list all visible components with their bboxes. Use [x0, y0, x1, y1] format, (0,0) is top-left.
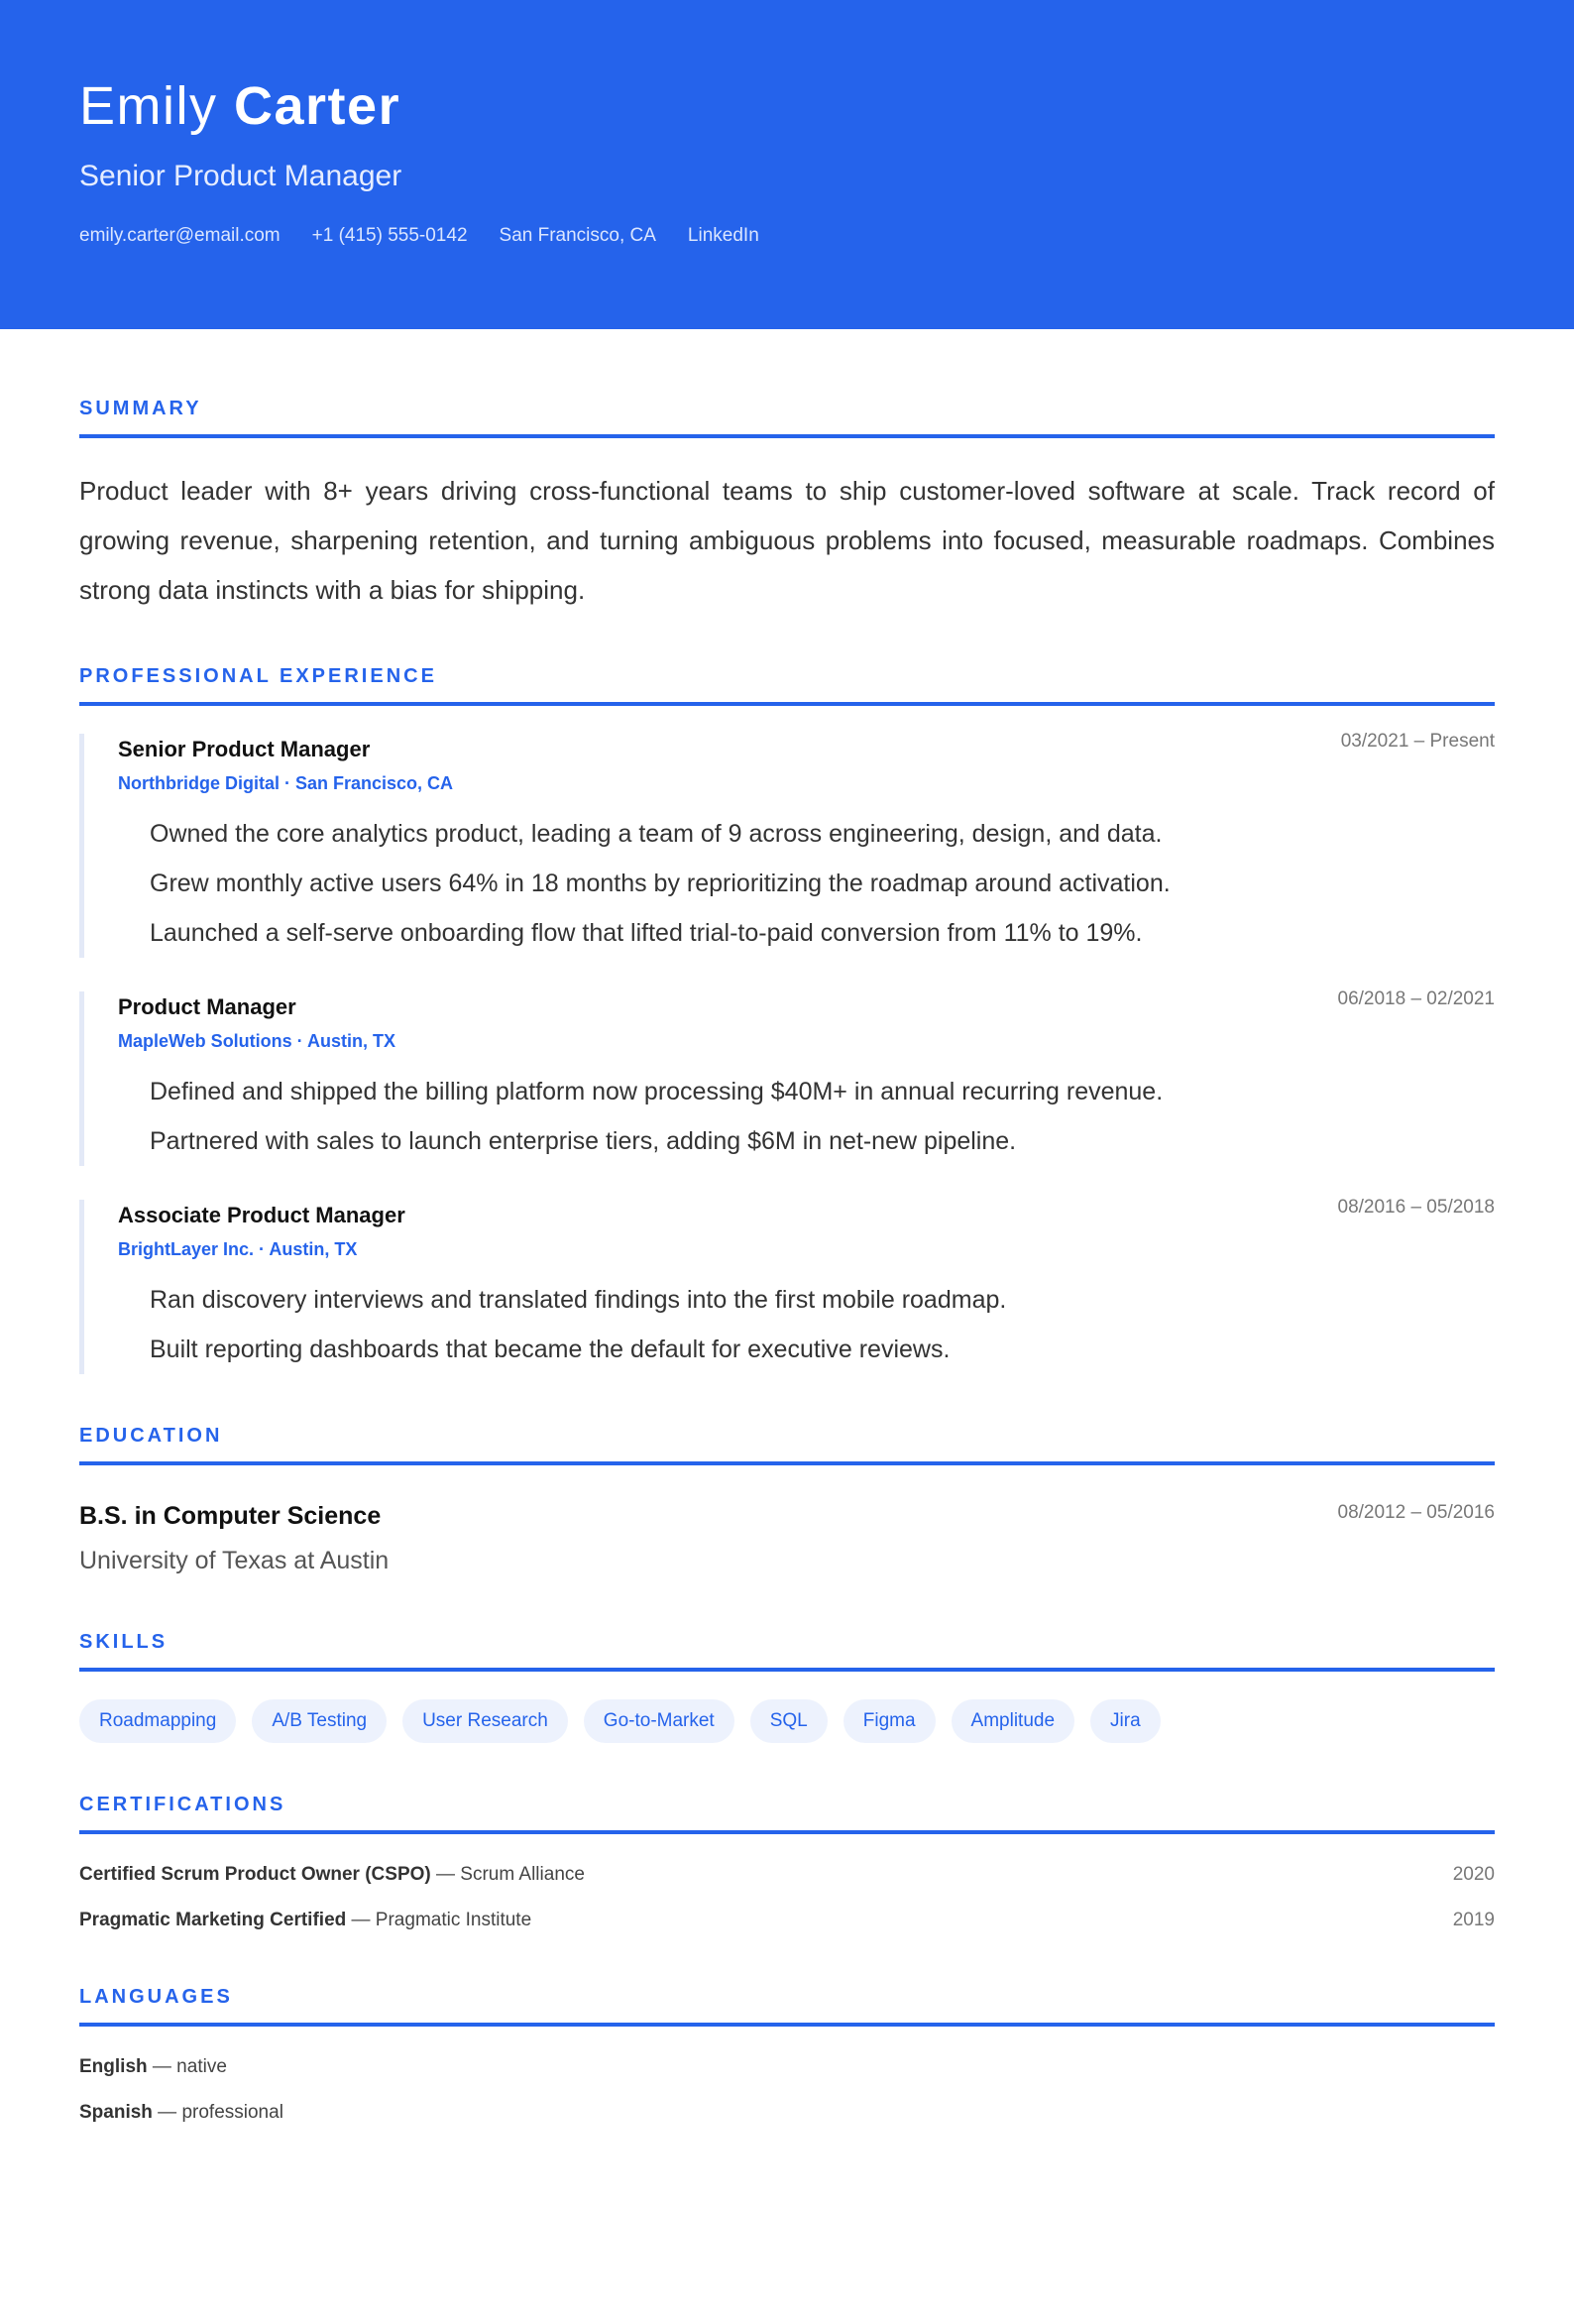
- degree: B.S. in Computer Science: [79, 1502, 382, 1530]
- certification-issuer: — Scrum Alliance: [430, 1864, 585, 1885]
- job-title: Product Manager: [118, 994, 296, 1019]
- section-title-languages: LANGUAGES: [79, 1985, 1495, 2027]
- language-name: Spanish: [79, 2102, 153, 2123]
- education-entry: [79, 1499, 1495, 1580]
- certifications-section: [79, 1793, 1495, 1935]
- skill-chip: SQL: [750, 1699, 828, 1743]
- job-bullet: Partnered with sales to launch enterprise tiers, adding $6M in net-new pipeline.: [150, 1127, 1017, 1155]
- job-entry: [79, 1197, 1495, 1374]
- section-title-summary: SUMMARY: [79, 397, 1495, 438]
- certification-year: 2020: [1452, 1864, 1495, 1885]
- job-bullet: Launched a self-serve onboarding flow that lifted trial-to-paid conversion from 11% to 19%.: [150, 919, 1143, 947]
- education-section: [79, 1424, 1495, 1580]
- job-bullet: Built reporting dashboards that became the default for executive reviews.: [150, 1336, 951, 1363]
- job-list: [79, 731, 1495, 1374]
- job-bullets: [118, 1275, 1495, 1374]
- full-name: [79, 73, 1495, 139]
- language-level: — native: [147, 2056, 227, 2077]
- contact-bar: [79, 224, 1495, 248]
- certification-issuer: — Pragmatic Institute: [346, 1910, 532, 1930]
- contact-phone[interactable]: +1 (415) 555-0142: [311, 225, 468, 246]
- job-bullets: [118, 809, 1495, 958]
- job-bullet: Ran discovery interviews and translated findings into the first mobile roadmap.: [150, 1286, 1007, 1314]
- contact-location: San Francisco, CA: [499, 225, 656, 246]
- certification-name: Certified Scrum Product Owner (CSPO): [79, 1864, 431, 1885]
- job-dates: 08/2016 – 05/2018: [1337, 1197, 1495, 1218]
- language-level: — professional: [152, 2102, 283, 2123]
- language-text: [79, 2052, 227, 2082]
- job-entry: [79, 988, 1495, 1166]
- contact-linkedin-link[interactable]: LinkedIn: [687, 225, 759, 246]
- summary-text: Product leader with 8+ years driving cross-functional teams to ship customer-loved software at scale. Track record of growing revenue, sharpening retention, and turning ambiguous problems into focused, measurable roadmaps. Combines strong data instincts with a bias for shipping.: [79, 476, 1495, 605]
- skill-chip: Go-to-Market: [584, 1699, 734, 1743]
- language-text: [79, 2098, 283, 2128]
- job-dates: 06/2018 – 02/2021: [1337, 988, 1495, 1009]
- section-title-skills: SKILLS: [79, 1630, 1495, 1672]
- education-dates: 08/2012 – 05/2016: [1337, 1502, 1495, 1523]
- job-header: [118, 731, 1495, 765]
- job-bullet: Defined and shipped the billing platform now processing $40M+ in annual recurring revenue.: [150, 1078, 1164, 1105]
- skill-chip: Amplitude: [952, 1699, 1075, 1743]
- skill-chip: Figma: [843, 1699, 936, 1743]
- language-item: [79, 2052, 1495, 2082]
- school: University of Texas at Austin: [79, 1547, 390, 1574]
- resume-body: [0, 329, 1574, 2128]
- certification-text: [79, 1906, 531, 1935]
- skill-chip: User Research: [402, 1699, 568, 1743]
- job-title: Senior Product Manager: [118, 737, 371, 761]
- job-header: [118, 1197, 1495, 1231]
- certification-item: [79, 1860, 1495, 1890]
- section-title-certifications: CERTIFICATIONS: [79, 1793, 1495, 1834]
- certification-name: Pragmatic Marketing Certified: [79, 1910, 347, 1930]
- job-company: MapleWeb Solutions · Austin, TX: [118, 1031, 396, 1051]
- job-dates: 03/2021 – Present: [1340, 731, 1495, 752]
- job-title: Associate Product Manager: [118, 1203, 405, 1227]
- certification-item: [79, 1906, 1495, 1935]
- certification-list: [79, 1860, 1495, 1935]
- job-bullets: [118, 1067, 1495, 1166]
- first-name: Emily: [79, 76, 218, 136]
- certification-year: 2019: [1452, 1910, 1495, 1930]
- last-name: Carter: [234, 76, 401, 136]
- resume-header: [0, 0, 1574, 329]
- summary-section: [79, 397, 1495, 615]
- job-header: [118, 988, 1495, 1023]
- language-list: [79, 2052, 1495, 2128]
- job-company: BrightLayer Inc. · Austin, TX: [118, 1239, 358, 1259]
- language-name: English: [79, 2056, 148, 2077]
- certification-text: [79, 1860, 585, 1890]
- education-header: [79, 1499, 1495, 1533]
- experience-section: [79, 664, 1495, 1374]
- skill-chips: [79, 1699, 1495, 1743]
- skills-section: [79, 1630, 1495, 1743]
- skill-chip: Jira: [1090, 1699, 1161, 1743]
- job-company: Northbridge Digital · San Francisco, CA: [118, 773, 454, 793]
- section-title-education: EDUCATION: [79, 1424, 1495, 1465]
- section-title-experience: PROFESSIONAL EXPERIENCE: [79, 664, 1495, 706]
- skill-chip: Roadmapping: [79, 1699, 236, 1743]
- skill-chip: A/B Testing: [252, 1699, 387, 1743]
- job-bullet: Owned the core analytics product, leading a team of 9 across engineering, design, and data.: [150, 820, 1163, 848]
- language-item: [79, 2098, 1495, 2128]
- job-bullet: Grew monthly active users 64% in 18 months by reprioritizing the roadmap around activation.: [150, 870, 1171, 897]
- contact-email[interactable]: emily.carter@email.com: [79, 225, 281, 246]
- job-entry: [79, 731, 1495, 958]
- languages-section: [79, 1985, 1495, 2128]
- headline: Senior Product Manager: [79, 160, 402, 192]
